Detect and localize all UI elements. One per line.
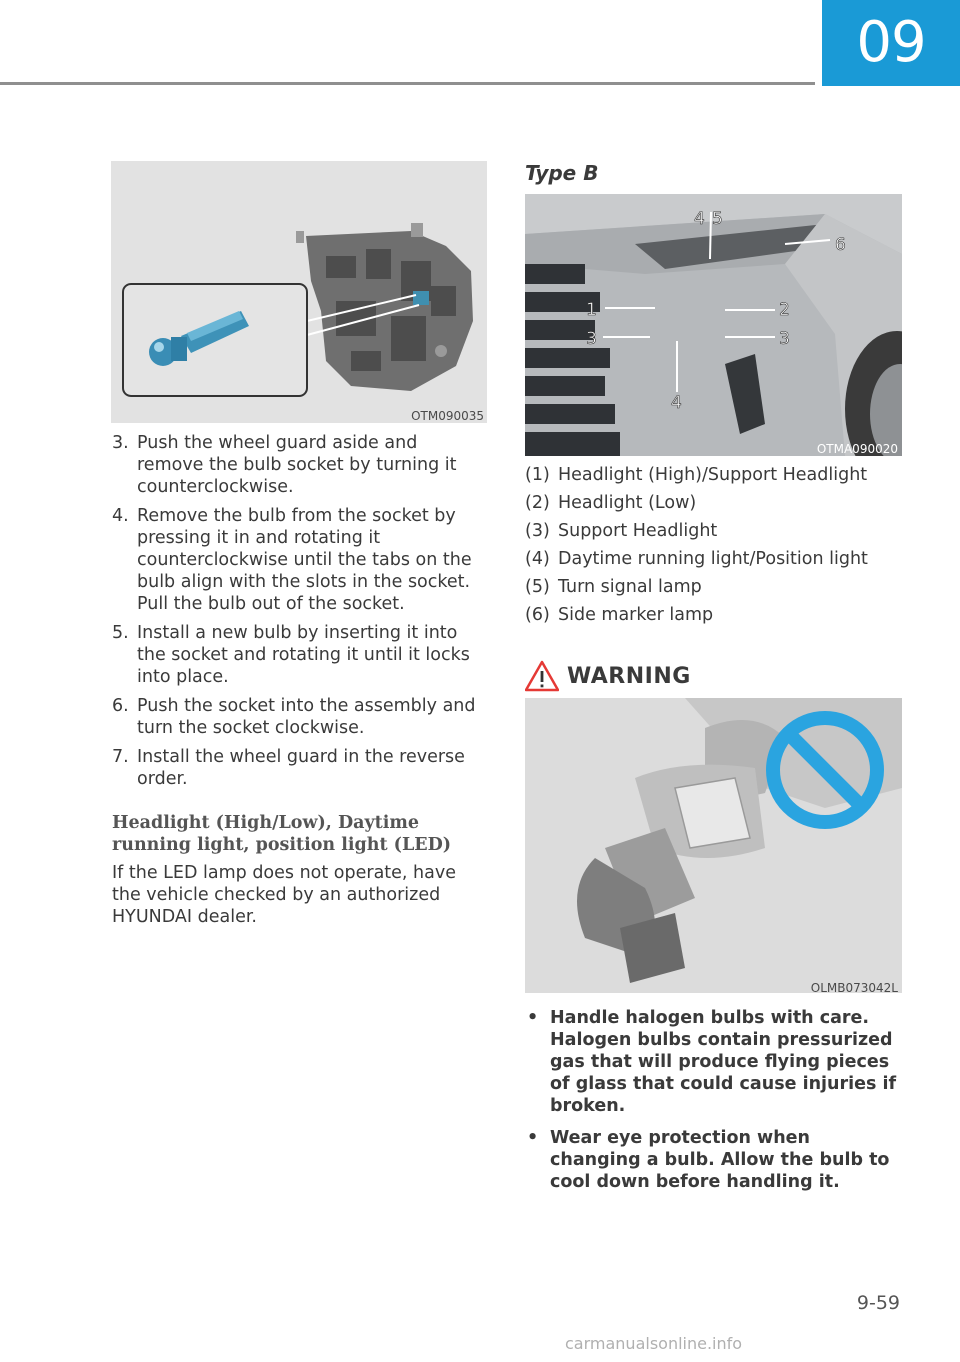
figure-code: OLMB073042L <box>810 981 898 995</box>
legend-item: (2) Headlight (Low) <box>525 493 697 513</box>
callout-2: 2 <box>779 300 790 320</box>
legend-item: (6) Side marker lamp <box>525 605 714 625</box>
legend-item: (1) Headlight (High)/Support Headlight <box>525 465 868 485</box>
callout-6: 6 <box>835 235 846 255</box>
warning-bullets <box>525 1007 905 1203</box>
callout-5: 5 <box>712 209 723 229</box>
warning-triangle-icon <box>525 660 559 692</box>
legend-item: (4) Daytime running light/Position light <box>525 549 868 569</box>
halogen-bulb-figure <box>525 698 902 993</box>
procedure-steps <box>112 432 488 797</box>
headlight-location-figure <box>525 194 902 456</box>
legend-item: (5) Turn signal lamp <box>525 577 702 597</box>
section-heading: Headlight (High/Low), Daytime running light, position light (LED) <box>112 813 452 855</box>
bulb-socket-illustration <box>111 161 487 423</box>
step-item: 5. Install a new bulb by inserting it into the socket and rotating it until it locks into place. <box>112 623 470 687</box>
halogen-bulb-illustration <box>525 698 902 993</box>
callout-1: 1 <box>586 300 597 320</box>
parts-legend <box>525 464 905 632</box>
type-title: Type B <box>525 161 599 185</box>
vehicle-front-illustration <box>525 194 902 456</box>
callout-3b: 3 <box>779 329 790 349</box>
header-rule <box>0 82 815 85</box>
step-item: 3. Push the wheel guard aside and remove the bulb socket by turning it counterclockwise. <box>112 433 457 497</box>
section-paragraph: If the LED lamp does not operate, have the vehicle checked by an authorized HYUNDAI dealer. <box>112 863 456 927</box>
warning-item: • Wear eye protection when changing a bulb. Allow the bulb to cool down before handling it. <box>527 1128 890 1192</box>
callout-4: 4 <box>694 209 705 229</box>
figure-code: OTMA090020 <box>816 442 898 456</box>
warning-item: • Handle halogen bulbs with care. Halogen bulbs contain pressurized gas that will produce flying pieces of glass that could cause injuries if broken. <box>527 1008 897 1116</box>
page-number: 9-59 <box>856 1292 900 1314</box>
legend-item: (3) Support Headlight <box>525 521 718 541</box>
chapter-tab: 09 <box>822 0 960 86</box>
step-item: 4. Remove the bulb from the socket by pressing it in and rotating it counterclockwise until the tabs on the bulb align with the slots in the socket. Pull the bulb out of the socket. <box>112 506 472 614</box>
watermark: carmanualsonline.info <box>565 1334 743 1353</box>
callout-4b: 4 <box>671 393 682 413</box>
step-item: 6. Push the socket into the assembly and turn the socket clockwise. <box>112 696 476 738</box>
figure-code: OTM090035 <box>411 409 484 423</box>
callout-3: 3 <box>586 329 597 349</box>
bulb-socket-figure <box>111 161 487 423</box>
step-item: 7. Install the wheel guard in the reverse order. <box>112 747 465 789</box>
warning-label: WARNING <box>567 663 691 689</box>
warning-heading <box>525 656 691 696</box>
